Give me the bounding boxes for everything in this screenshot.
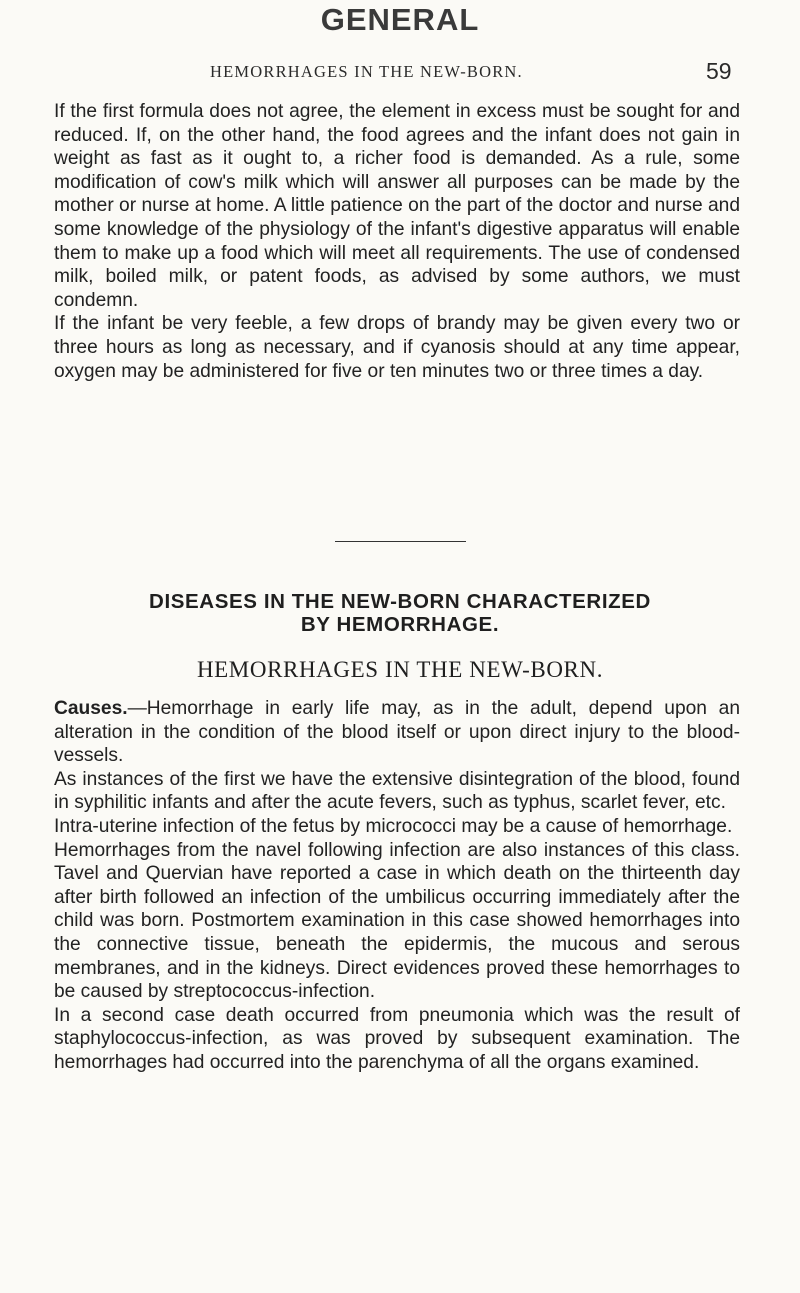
paragraph: As instances of the first we have the extensive disintegration of the blood, found in syphilitic infants and after the acute fevers, such as typhus, scarlet fever, etc. <box>54 768 740 814</box>
section-title-line: BY HEMORRHAGE. <box>300 613 500 636</box>
library-stamp: GENERAL <box>320 2 480 37</box>
paragraph: Hemorrhages from the navel following infection are also instances of this class. Tavel and Quervian have reported a case in which death on the thirteenth day after birth followed an infection of the umbilicus occurring immediately after the child was born. Postmortem examination in this case showed hemorrhages into the connective tissue, beneath the epidermis, the mucous and serous membranes, and in the kidneys. Direct evidences proved these hemorrhages to be caused by streptococcus-infection. <box>54 839 740 1003</box>
body-text-section <box>54 697 740 1075</box>
subsection-title: HEMORRHAGES IN THE NEW-BORN. <box>196 657 604 682</box>
paragraph: If the first formula does not agree, the element in excess must be sought for and reduced. If, on the other hand, the food agrees and the infant does not gain in weight as fast as it ought to, a richer food is demanded. As a rule, some modification of cow's milk which will answer all purposes can be made by the mother or nurse at home. A little patience on the part of the doctor and nurse and some knowledge of the physiology of the infant's digestive apparatus will enable them to make up a food which will meet all requirements. The use of condensed milk, boiled milk, or patent foods, as advised by some authors, we must condemn. <box>54 101 740 311</box>
paragraph: Intra-uterine infection of the fetus by micrococci may be a cause of hemorrhage. <box>54 815 733 837</box>
body-text-top <box>54 100 740 383</box>
causes-text: —Hemorrhage in early life may, as in the adult, depend upon an alteration in the condition of the blood itself or upon direct injury to the blood-vessels. <box>54 698 740 767</box>
section-title-line: DISEASES IN THE NEW-BORN CHARACTERIZED <box>149 590 651 613</box>
page-number: 59 <box>706 58 732 84</box>
paragraph-causes <box>54 697 740 768</box>
paragraph: In a second case death occurred from pneumonia which was the result of staphylococcus-infection, as was proved by subsequent examination. The hemorrhages had occurred into the parenchyma of all the organs examined. <box>54 1004 740 1073</box>
causes-label: Causes. <box>54 698 128 719</box>
running-head: HEMORRHAGES IN THE NEW-BORN. <box>210 62 523 81</box>
paragraph: If the infant be very feeble, a few drops of brandy may be given every two or three hours as long as necessary, and if cyanosis should at any time appear, oxygen may be administered for five or ten minutes two or three times a day. <box>54 313 740 382</box>
section-divider <box>335 541 466 542</box>
section-title <box>40 590 760 636</box>
